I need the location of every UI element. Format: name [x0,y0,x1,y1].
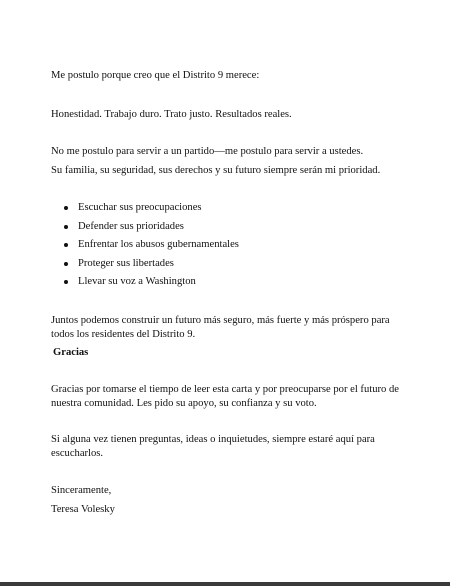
questions-text-line-2: escucharlos. [51,448,104,459]
values-text: Honestidad. Trabajo duro. Trato justo. Resultados reales. [51,109,292,120]
future-text-line-1: Juntos podemos construir un futuro más seguro, más fuerte y más próspero para [51,315,390,326]
list-item: Escuchar sus preocupaciones [51,201,239,220]
bullet-dot-icon [64,243,68,247]
signature-name: Teresa Volesky [51,504,115,515]
bullet-dot-icon [64,206,68,210]
bullet-dot-icon [64,262,68,266]
thanks-text-line-2: nuestra comunidad. Les pido su apoyo, su confianza y su voto. [51,398,317,409]
questions-text-line-1: Si alguna vez tienen preguntas, ideas o inquietudes, siempre estaré aquí para [51,434,375,445]
future-text-line-2: todos los residentes del Distrito 9. [51,329,196,340]
bottom-edge-bar [0,582,450,586]
thanks-text-line-1: Gracias por tomarse el tiempo de leer esta carta y por preocuparse por el futuro de [51,384,399,395]
list-item: Proteger sus libertades [51,257,239,276]
party-text-line-2: Su familia, su seguridad, sus derechos y su futuro siempre serán mi prioridad. [51,165,381,176]
list-item: Defender sus prioridades [51,220,239,239]
closing-text: Sinceramente, [51,485,112,496]
list-item: Llevar su voz a Washington [51,275,239,294]
bullet-dot-icon [64,280,68,284]
list-item: Enfrentar los abusos gubernamentales [51,238,239,257]
intro-text: Me postulo porque creo que el Distrito 9 merece: [51,70,260,81]
bullet-dot-icon [64,225,68,229]
priorities-list [51,201,239,294]
party-text-line-1: No me postulo para servir a un partido—me postulo para servir a ustedes. [51,146,364,157]
thanks-heading: Gracias [53,347,89,358]
